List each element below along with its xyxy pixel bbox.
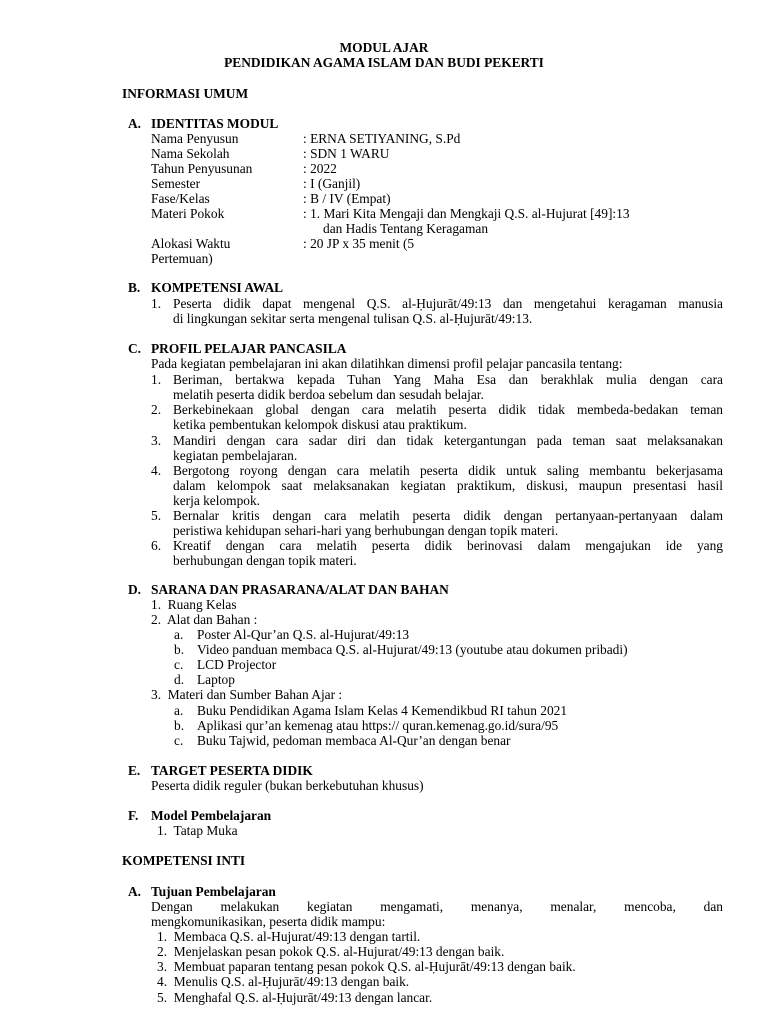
sub-list-marker: c.: [174, 733, 184, 748]
list-item: 1. Ruang Kelas: [151, 597, 237, 612]
list-item-continued: berhubungan dengan topik materi.: [173, 553, 357, 568]
identitas-value-continued: dan Hadis Tentang Keragaman: [323, 221, 489, 236]
list-item-continued: kegiatan pembelajaran.: [173, 448, 298, 463]
section-marker-c: C.: [128, 341, 142, 356]
list-item: Mandiri dengan cara sadar diri dan tidak ketergantungan pada teman saat melaksanakan: [173, 433, 723, 448]
tujuan-intro: Dengan melakukan kegiatan mengamati, menanya, menalar, mencoba, dan: [151, 899, 723, 914]
sub-list-item: Poster Al-Qur’an Q.S. al-Hujurat/49:13: [197, 627, 410, 642]
section-marker-d: D.: [128, 582, 142, 597]
list-item: Beriman, bertakwa kepada Tuhan Yang Maha Esa dan berakhlak mulia dengan cara: [173, 372, 723, 387]
sub-list-item: Aplikasi qur’an kemenag atau https:// quran.kemenag.go.id/sura/95: [197, 718, 559, 733]
section-informasi-umum: INFORMASI UMUM: [122, 86, 249, 101]
list-item: Kreatif dengan cara melatih peserta didik berinovasi dalam mengajukan ide yang: [173, 538, 723, 553]
identitas-label: Nama Sekolah: [151, 146, 230, 161]
list-item: 2. Alat dan Bahan :: [151, 612, 258, 627]
list-number: 1.: [151, 372, 162, 387]
sub-list-marker: b.: [174, 718, 185, 733]
kompetensi-awal-heading: KOMPETENSI AWAL: [151, 280, 284, 295]
list-number: 4.: [151, 463, 162, 478]
sub-list-item: Buku Pendidikan Agama Islam Kelas 4 Kemendikbud RI tahun 2021: [197, 703, 568, 718]
identitas-label: Fase/Kelas: [151, 191, 210, 206]
list-item: Peserta didik dapat mengenal Q.S. al-Ḥujurāt/49:13 dan mengetahui keragaman manusia: [173, 296, 723, 311]
document-subtitle: PENDIDIKAN AGAMA ISLAM DAN BUDI PEKERTI: [224, 55, 544, 70]
target-heading: TARGET PESERTA DIDIK: [151, 763, 313, 778]
identitas-label: Alokasi Waktu: [151, 236, 231, 251]
section-marker-a2: A.: [128, 884, 142, 899]
list-number: 2.: [151, 402, 162, 417]
list-number: 3.: [151, 433, 162, 448]
sub-list-item: Laptop: [197, 672, 235, 687]
list-item: 3. Membuat paparan tentang pesan pokok Q.S. al-Ḥujurāt/49:13 dengan baik.: [157, 959, 576, 974]
identitas-value: : 2022: [303, 161, 337, 176]
list-item: 1. Tatap Muka: [157, 823, 238, 838]
list-item-continued: di lingkungan sekitar serta mengenal tulisan Q.S. al-Ḥujurāt/49:13.: [173, 311, 533, 326]
model-heading: Model Pembelajaran: [151, 808, 272, 823]
identitas-value: : B / IV (Empat): [303, 191, 391, 206]
identitas-label: Materi Pokok: [151, 206, 225, 221]
sub-list-marker: c.: [174, 657, 184, 672]
section-marker-b: B.: [128, 280, 141, 295]
sarana-heading: SARANA DAN PRASARANA/ALAT DAN BAHAN: [151, 582, 449, 597]
list-item-continued: dalam kelompok saat melaksanakan kegiatan praktikum, diskusi, maupun presentasi hasil: [173, 478, 723, 493]
section-marker-f: F.: [128, 808, 139, 823]
list-item: Bergotong royong dengan cara melatih peserta didik untuk saling membantu bekerjasama: [173, 463, 723, 478]
sub-list-item: LCD Projector: [197, 657, 277, 672]
list-item: 5. Menghafal Q.S. al-Ḥujurāt/49:13 dengan lancar.: [157, 990, 433, 1005]
list-item-continued: ketika pembentukan kelompok diskusi atau praktikum.: [173, 417, 467, 432]
list-item: 2. Menjelaskan pesan pokok Q.S. al-Hujurat/49:13 dengan baik.: [157, 944, 505, 959]
identitas-value: : 20 JP x 35 menit (5: [303, 236, 415, 251]
list-item-continued: peristiwa kehidupan sehari-hari yang berhubungan dengan topik materi.: [173, 523, 559, 538]
section-kompetensi-inti: KOMPETENSI INTI: [122, 853, 246, 868]
identitas-heading: IDENTITAS MODUL: [151, 116, 279, 131]
list-number: 6.: [151, 538, 162, 553]
list-item-continued: kerja kelompok.: [173, 493, 261, 508]
sub-list-marker: b.: [174, 642, 185, 657]
target-text: Peserta didik reguler (bukan berkebutuhan khusus): [151, 778, 424, 793]
profil-heading: PROFIL PELAJAR PANCASILA: [151, 341, 347, 356]
list-item: Bernalar kritis dengan cara melatih peserta didik dengan pertanyaan-pertanyaan dalam: [173, 508, 723, 523]
tujuan-heading: Tujuan Pembelajaran: [151, 884, 276, 899]
sub-list-item: Buku Tajwid, pedoman membaca Al-Qur’an dengan benar: [197, 733, 511, 748]
tujuan-intro-continued: mengkomunikasikan, peserta didik mampu:: [151, 914, 386, 929]
list-number: 1.: [151, 296, 162, 311]
identitas-label: Semester: [151, 176, 201, 191]
list-item: 1. Membaca Q.S. al-Hujurat/49:13 dengan tartil.: [157, 929, 421, 944]
sub-list-marker: a.: [174, 627, 184, 642]
document-title: MODUL AJAR: [339, 40, 429, 55]
identitas-value: : ERNA SETIYANING, S.Pd: [303, 131, 461, 146]
identitas-label: Tahun Penyusunan: [151, 161, 253, 176]
list-item: 3. Materi dan Sumber Bahan Ajar :: [151, 687, 343, 702]
list-item-continued: melatih peserta didik berdoa sebelum dan sesudah belajar.: [173, 387, 484, 402]
identitas-value: : I (Ganjil): [303, 176, 361, 191]
identitas-value: : SDN 1 WARU: [303, 146, 390, 161]
list-item: Berkebinekaan global dengan cara melatih peserta didik tidak membeda-bedakan teman: [173, 402, 723, 417]
profil-intro: Pada kegiatan pembelajaran ini akan dilatihkan dimensi profil pelajar pancasila tentang:: [151, 356, 623, 371]
sub-list-marker: d.: [174, 672, 185, 687]
list-number: 5.: [151, 508, 162, 523]
list-item: 4. Menulis Q.S. al-Ḥujurāt/49:13 dengan baik.: [157, 974, 410, 989]
section-marker-a: A.: [128, 116, 142, 131]
identitas-label: Nama Penyusun: [151, 131, 239, 146]
sub-list-marker: a.: [174, 703, 184, 718]
identitas-value: : 1. Mari Kita Mengaji dan Mengkaji Q.S. al-Hujurat [49]:13: [303, 206, 630, 221]
identitas-label-continued: Pertemuan): [151, 251, 213, 266]
section-marker-e: E.: [128, 763, 141, 778]
sub-list-item: Video panduan membaca Q.S. al-Hujurat/49:13 (youtube atau dokumen pribadi): [197, 642, 628, 657]
